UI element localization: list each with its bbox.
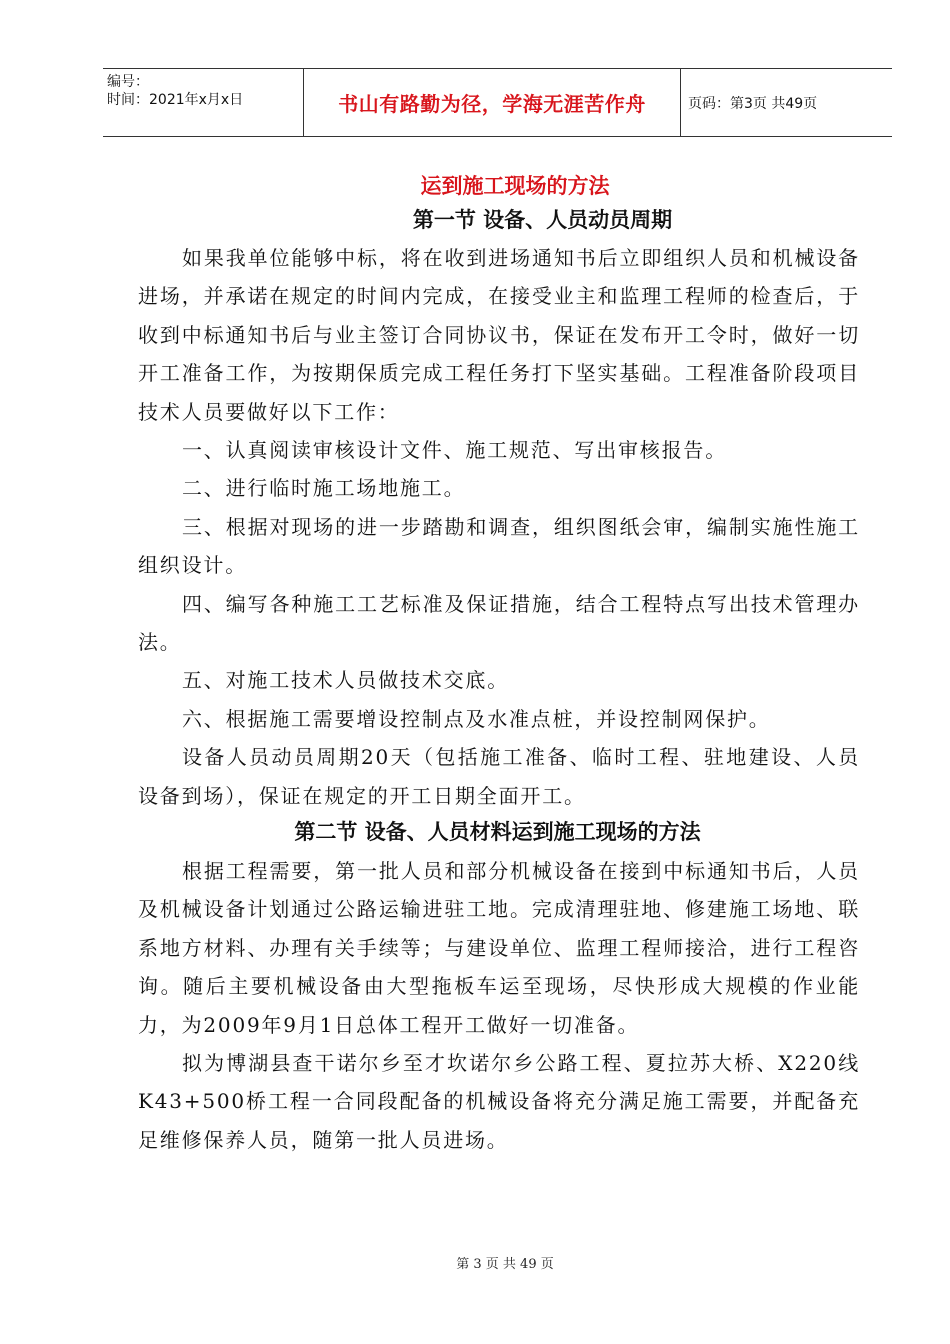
section2-heading: 第二节 设备、人员材料运到施工现场的方法: [294, 819, 701, 844]
paragraph: 设备人员动员周期20天（包括施工准备、临时工程、驻地建设、人员设备到场），保证在规定的开工日期全面开工。: [138, 745, 860, 808]
section2-body: [138, 852, 860, 1159]
header-meta: [103, 69, 303, 136]
page-footer: 第 3 页 共 49 页: [456, 1257, 554, 1272]
paragraph: 一、认真阅读审核设计文件、施工规范、写出审核报告。: [182, 438, 727, 463]
page-header: [103, 68, 892, 137]
header-page-cell: [680, 69, 900, 136]
header-motto-cell: [303, 69, 681, 136]
paragraph: 二、进行临时施工场地施工。: [182, 476, 466, 501]
date-label: 时间：2021年x月x日: [107, 92, 244, 108]
document-title: 运到施工现场的方法: [420, 173, 610, 198]
section1-heading: 第一节 设备、人员动员周期: [412, 207, 673, 232]
paragraph: 拟为博湖县查干诺尔乡至才坎诺尔乡公路工程、夏拉苏大桥、X220线K43+500桥工程一合同段配备的机械设备将充分满足施工需要，并配备充足维修保养人员，随第一批人员进场。: [138, 1051, 860, 1152]
page-label: 页码：第3页 共49页: [688, 95, 818, 112]
paragraph: 三、根据对现场的进一步踏勘和调查，组织图纸会审，编制实施性施工组织设计。: [138, 514, 860, 578]
paragraph: 六、根据施工需要增设控制点及水准点桩，并设控制网保护。: [182, 706, 771, 731]
paragraph: 如果我单位能够中标，将在收到进场通知书后立即组织人员和机械设备进场，并承诺在规定的时间内完成，在接受业主和监理工程师的检查后，于收到中标通知书后与业主签订合同协议书，保证在发布开工令时，做好一切开工准备工作，为按期保质完成工程任务打下坚实基础。工程准备阶段项目技术人员要做好以下工作：: [138, 246, 860, 424]
motto-text: 书山有路勤为径，学海无涯苦作舟: [338, 92, 646, 116]
paragraph: 五、对施工技术人员做技术交底。: [182, 668, 509, 693]
paragraph: 根据工程需要，第一批人员和部分机械设备在接到中标通知书后，人员及机械设备计划通过公路运输进驻工地。完成清理驻地、修建施工场地、联系地方材料、办理有关手续等；与建设单位、监理工程师接洽，进行工程咨询。随后主要机械设备由大型拖板车运至现场，尽快形成大规模的作业能力，为2009年9月1日总体工程开工做好一切准备。: [138, 859, 860, 1037]
section1-body: [138, 239, 860, 815]
paragraph: 四、编写各种施工工艺标准及保证措施，结合工程特点写出技术管理办法。: [138, 591, 860, 655]
number-label: 编号：: [107, 74, 149, 90]
